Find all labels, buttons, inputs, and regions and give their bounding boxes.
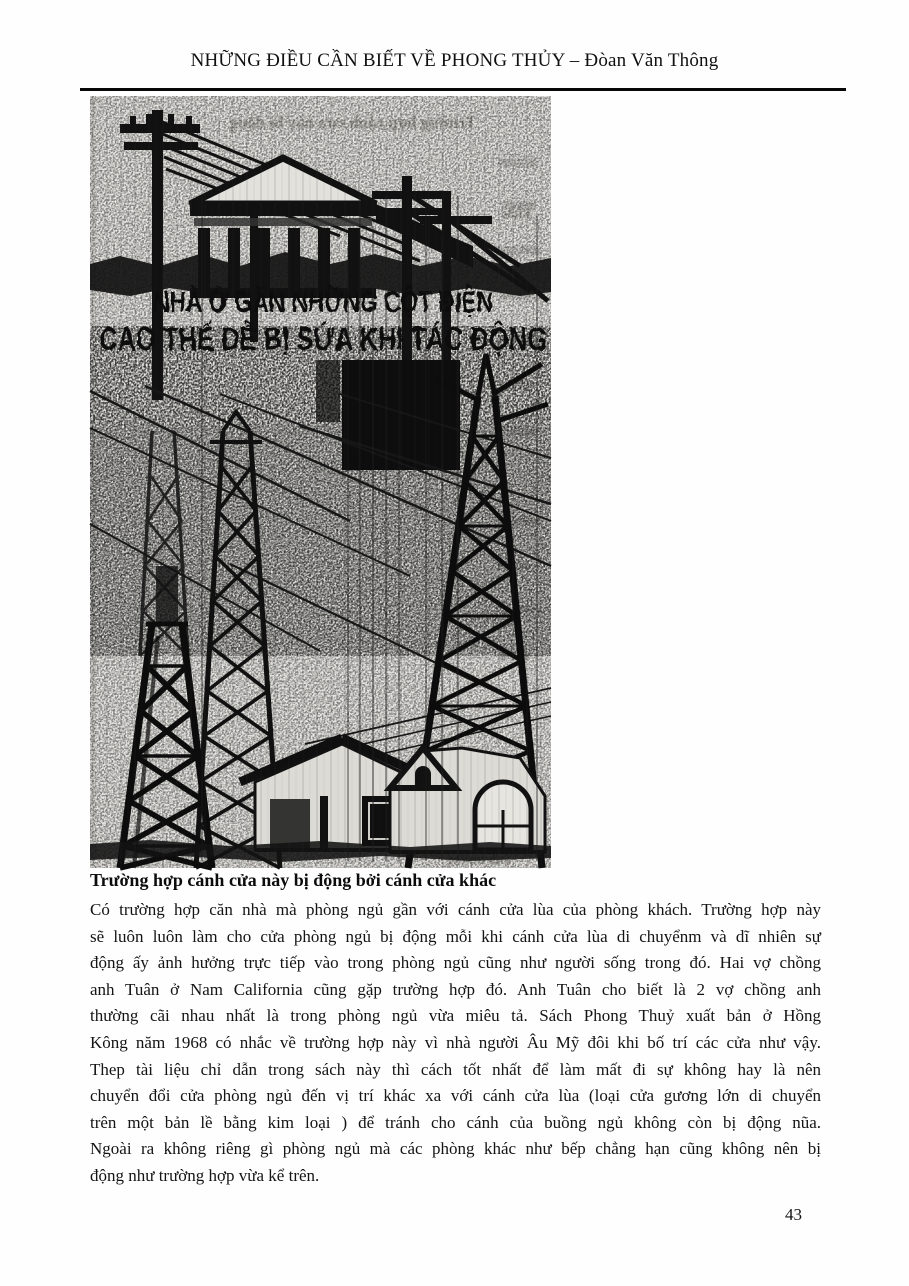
body-line: Thep tài liệu chỉ dẫn trong sách này thì cách tốt nhất để làm mất đi sự không hay là nên [90,1059,821,1079]
body-line: động như trường hợp vừa kể trên. [90,1165,320,1185]
header-rule [80,88,846,91]
body-line: Kông năm 1968 có nhắc về trường hợp này vì nhà người Âu Mỹ đôi khi bố trí các cửa như vậy. [90,1032,821,1052]
body-line: chuyển đổi cửa phòng ngủ đến vị trí khác xa với cánh cửa lùa (loại cửa gương lớn di chuyển [90,1086,821,1106]
body-line: Có trường hợp căn nhà mà phòng ngủ gần với cánh cửa lùa của phòng khách. Trường hợp này [90,900,821,919]
body-line: động ấy ảnh hưởng trực tiếp vào trong phòng ngủ cũng như người sống trong đó. Hai vợ chồng [90,953,821,973]
page-header-title: NHỮNG ĐIỀU CẦN BIẾT VỀ PHONG THỦY – Đòan Văn Thông [190,50,719,71]
body-line: trên một bản lề bằng kim loại ) để tránh cho cánh của buồng ngủ không còn bị động nũa. [90,1112,821,1132]
figure-illustration [90,96,551,868]
body-line: Ngoài ra không riêng gì phòng ngủ mà các phòng khác như bếp chẳng hạn cũng không nên bị [90,1139,821,1159]
figure-caption: Trường hợp cánh cửa này bị động bởi cánh cửa khác [90,870,497,890]
body-paragraph [90,897,821,1190]
body-line: sẽ luôn luôn làm cho cửa phòng ngủ bị động mỗi khi cánh cửa lùa di chuyểnm và dĩ nhiên sự [90,926,821,946]
figure-scan [90,96,551,868]
body-line: anh Tuân ở Nam California cũng gặp trường hợp đó. Anh Tuân cho biết là 2 vợ chồng anh [90,979,821,999]
page-number: 43 [785,1205,802,1224]
scan-streaks [90,96,551,868]
body-line: thường cãi nhau nhất là trong phòng ngủ vừa miêu tả. Sách Phong Thuỷ xuất bản ở Hồng [90,1006,821,1026]
